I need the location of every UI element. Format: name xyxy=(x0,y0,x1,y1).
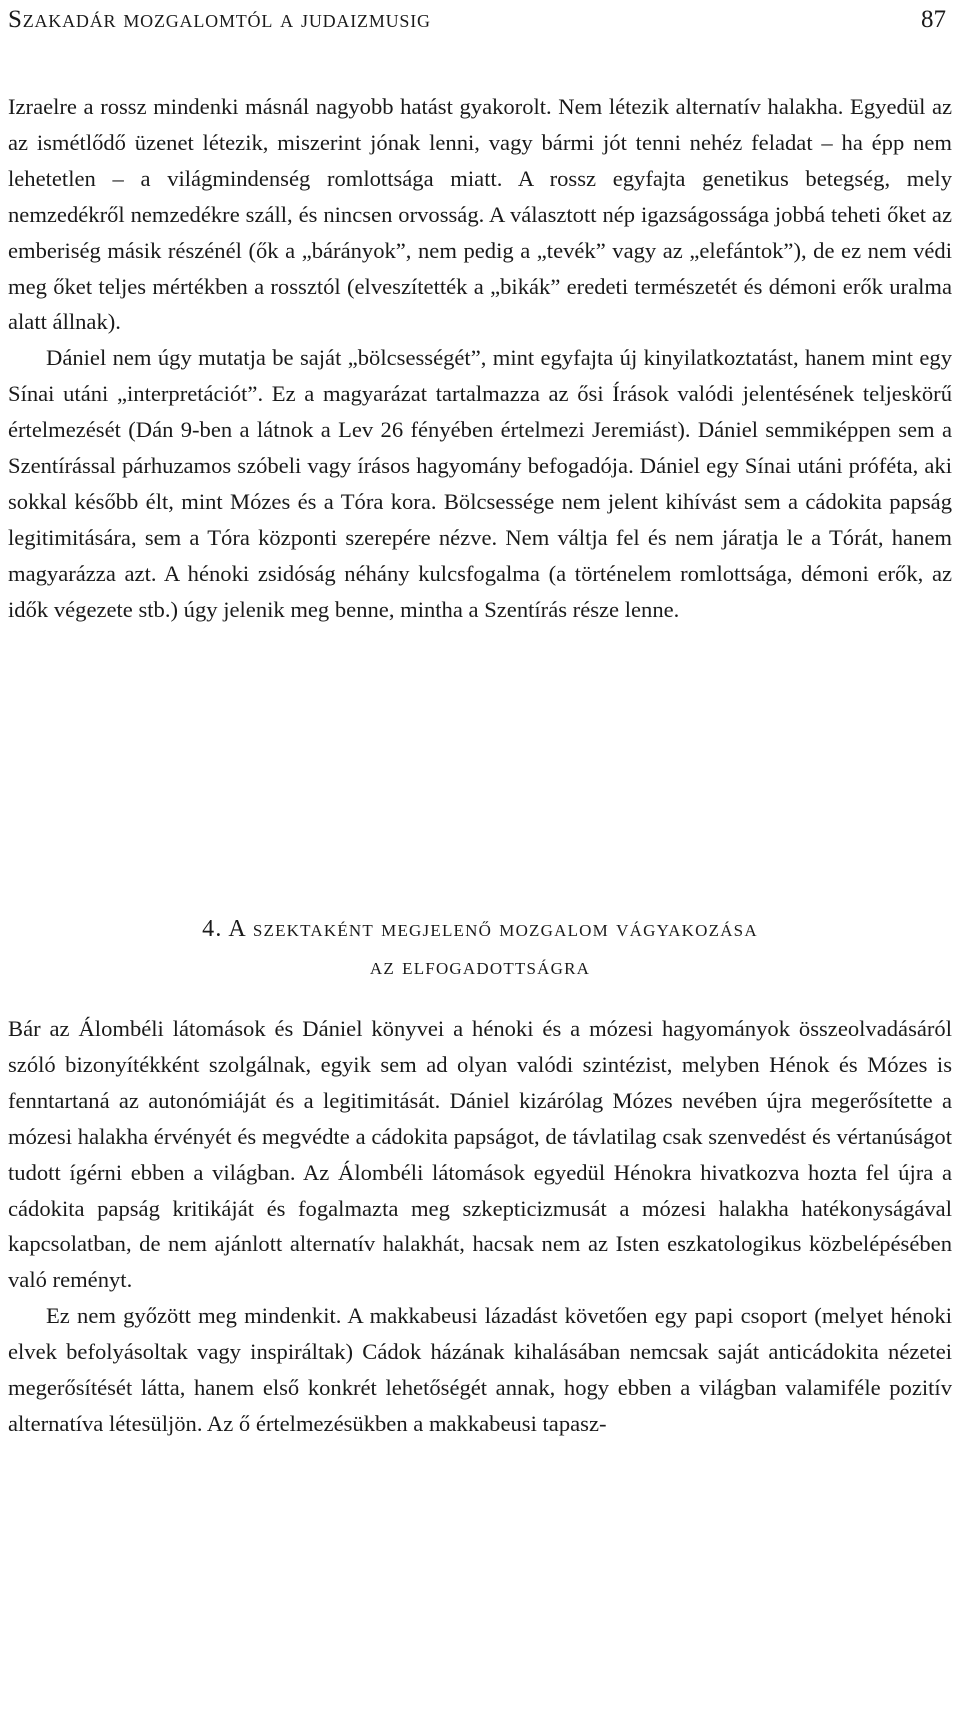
page-number: 87 xyxy=(921,6,946,33)
paragraph-3: Bár az Álombéli látomások és Dániel könyvei a hénoki és a mózesi hagyományok összeolvadásáról szóló bizonyítékként szolgálnak, egyik sem ad olyan valódi szintézist, melyben Hénok és Mózes is fenntartaná az autonómiáját és a legitimitását. Dániel kizárólag Mózes nevében újra megerősítette a mózesi halakha érvényét és megvédte a cádokita papságot, de távlatilag csak szenvedést és vértanúságot tudott ígérni ebben a világban. Az Álombéli látomások egyedül Hénokra hivatkozva hozta fel újra a cádokita papság kritikáját és fogalmazta meg szkepticizmusát a mózesi halakha hatékonyságával kapcsolatban, de nem ajánlott alternatív halakhát, hacsak nem az Isten eszkatologikus közbelépésében való reményt. xyxy=(8,1016,952,1293)
section-heading xyxy=(0,910,960,986)
section-text-1 xyxy=(8,89,952,628)
running-head xyxy=(8,6,946,40)
paragraph-2: Dániel nem úgy mutatja be saját „bölcsességét”, mint egyfajta új kinyilatkoztatást, hanem mint egy Sínai utáni „interpretációt”. Ez a magyarázat tartalmazza az ősi Írások valódi jelentésének teljeskörű értelmezését (Dán 9-ben a látnok a Lev 26 fényében értelmezi Jeremiást). Dániel semmiképpen sem a Szentírással párhuzamos szóbeli vagy írásos hagyomány befogadója. Dániel egy Sínai utáni próféta, aki sokkal később élt, mint Mózes és a Tóra kora. Bölcsessége nem jelent kihívást sem a cádokita papság legitimitására, sem a Tóra központi szerepére nézve. Nem váltja fel és nem járatja le a Tórát, hanem magyarázza azt. A hénoki zsidóság néhány kulcsfogalma (a történelem romlottsága, démoni erők, az idők végezete stb.) úgy jelenik meg benne, mintha a Szentírás része lenne. xyxy=(8,345,952,622)
section-heading-line-2: az elfogadottságra xyxy=(369,954,591,980)
paragraph-1: Izraelre a rossz mindenki másnál nagyobb hatást gyakorolt. Nem létezik alternatív halakha. Egyedül az az ismétlődő üzenet létezik, miszerint jónak lenni, vagy bármi jót tenni nehéz feladat – ha épp nem lehetetlen – a világmindenség romlottsága miatt. A rossz egyfajta genetikus betegség, mely nemzedékről nemzedékre száll, és nincsen orvosság. A választott nép igazságossága jobbá teheti őket az emberiség másik részénél (ők a „bárányok”, nem pedig a „tevék” vagy az „elefántok”), de ez nem védi meg őket teljes mértékben a rossztól (elveszítették a „bikák” eredeti természetét és démoni erők uralma alatt állnak). xyxy=(8,94,952,335)
paragraph-4: Ez nem győzött meg mindenkit. A makkabeusi lázadást követően egy papi csoport (melyet hénoki elvek befolyásoltak vagy inspiráltak) Cádok házának kihalásában nemcsak saját anticádokita nézetei megerősítését látta, hanem első konkrét lehetőségét annak, hogy ebben a világban valamiféle pozitív alternatíva létesüljön. Az ő értelmezésükben a makkabeusi tapasz- xyxy=(8,1303,952,1436)
section-heading-line-1: 4. A szektaként megjelenő mozgalom vágyakozása xyxy=(202,916,758,942)
running-title: Szakadár mozgalomtól a judaizmusig xyxy=(8,6,431,33)
section-text-2 xyxy=(8,1011,952,1442)
